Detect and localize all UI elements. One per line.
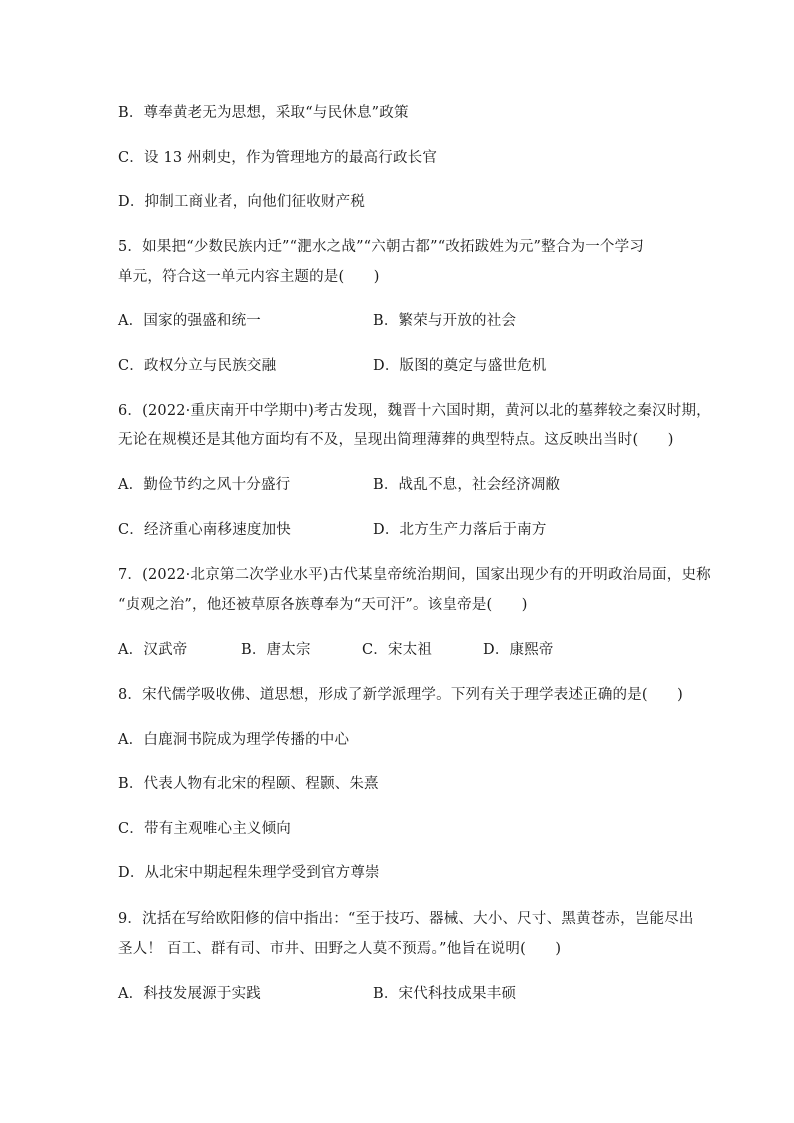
q9-stem-line2: 圣人！ 百工、群有司、市井、田野之人莫不预焉。”他旨在说明( ) — [118, 941, 562, 957]
q5-option-b: B．繁荣与开放的社会 — [373, 313, 517, 329]
q6-option-c: C．经济重心南移速度加快 — [118, 522, 291, 538]
q4-option-c: C．设 13 州刺史，作为管理地方的最高行政长官 — [118, 150, 438, 166]
q6-stem-line2: 无论在规模还是其他方面均有不及，呈现出简理薄葬的典型特点。这反映出当时( ) — [118, 432, 674, 448]
q6-stem-line1: 6．(2022·重庆南开中学期中)考古发现，魏晋十六国时期，黄河以北的墓葬较之秦汉时期， — [118, 403, 711, 419]
q5-option-d: D．版图的奠定与盛世危机 — [373, 358, 547, 374]
q5-options-row2 — [118, 357, 678, 375]
q4-option-b: B．尊奉黄老无为思想，采取“与民休息”政策 — [118, 105, 409, 121]
q5-option-a: A．国家的强盛和统一 — [118, 313, 261, 329]
q8-option-c: C．带有主观唯心主义倾向 — [118, 821, 291, 837]
q9-option-b: B．宋代科技成果丰硕 — [373, 986, 517, 1002]
q9-option-a: A．科技发展源于实践 — [118, 986, 261, 1002]
q7-option-d: D．康熙帝 — [483, 642, 554, 658]
q6-option-a: A．勤俭节约之风十分盛行 — [118, 477, 291, 493]
q5-option-c: C．政权分立与民族交融 — [118, 358, 277, 374]
q7-option-b: B．唐太宗 — [241, 642, 311, 658]
q6-options-row2 — [118, 521, 678, 539]
q7-stem-line1: 7．(2022·北京第二次学业水平)古代某皇帝统治期间，国家出现少有的开明政治局面，史称 — [118, 567, 711, 583]
q5-stem-line1: 5．如果把“少数民族内迁”“淝水之战”“六朝古都”“改拓跋姓为元”整合为一个学习 — [118, 239, 645, 255]
q6-options-row1 — [118, 476, 678, 494]
q9-options-row1 — [118, 985, 678, 1003]
q7-options-row — [118, 641, 678, 659]
q8-option-d: D．从北宋中期起程朱理学受到官方尊崇 — [118, 865, 380, 881]
q8-option-b: B．代表人物有北宋的程颐、程颢、朱熹 — [118, 776, 379, 792]
q5-options-row1 — [118, 312, 678, 330]
q7-option-c: C．宋太祖 — [362, 642, 433, 658]
q5-stem-line2: 单元，符合这一单元内容主题的是( ) — [118, 269, 380, 285]
q8-option-a: A．白鹿洞书院成为理学传播的中心 — [118, 732, 350, 748]
q9-stem-line1: 9．沈括在写给欧阳修的信中指出：“至于技巧、器械、大小、尺寸、黑黄苍赤，岂能尽出 — [118, 911, 694, 927]
q6-option-d: D．北方生产力落后于南方 — [373, 522, 547, 538]
q6-option-b: B．战乱不息，社会经济凋敝 — [373, 477, 561, 493]
q7-option-a: A．汉武帝 — [118, 642, 188, 658]
q4-option-d: D．抑制工商业者，向他们征收财产税 — [118, 194, 366, 210]
q8-stem: 8．宋代儒学吸收佛、道思想，形成了新学派理学。下列有关于理学表述正确的是( ) — [118, 687, 684, 703]
q7-stem-line2: “贞观之治”，他还被草原各族尊奉为“天可汗”。该皇帝是( ) — [118, 597, 528, 613]
